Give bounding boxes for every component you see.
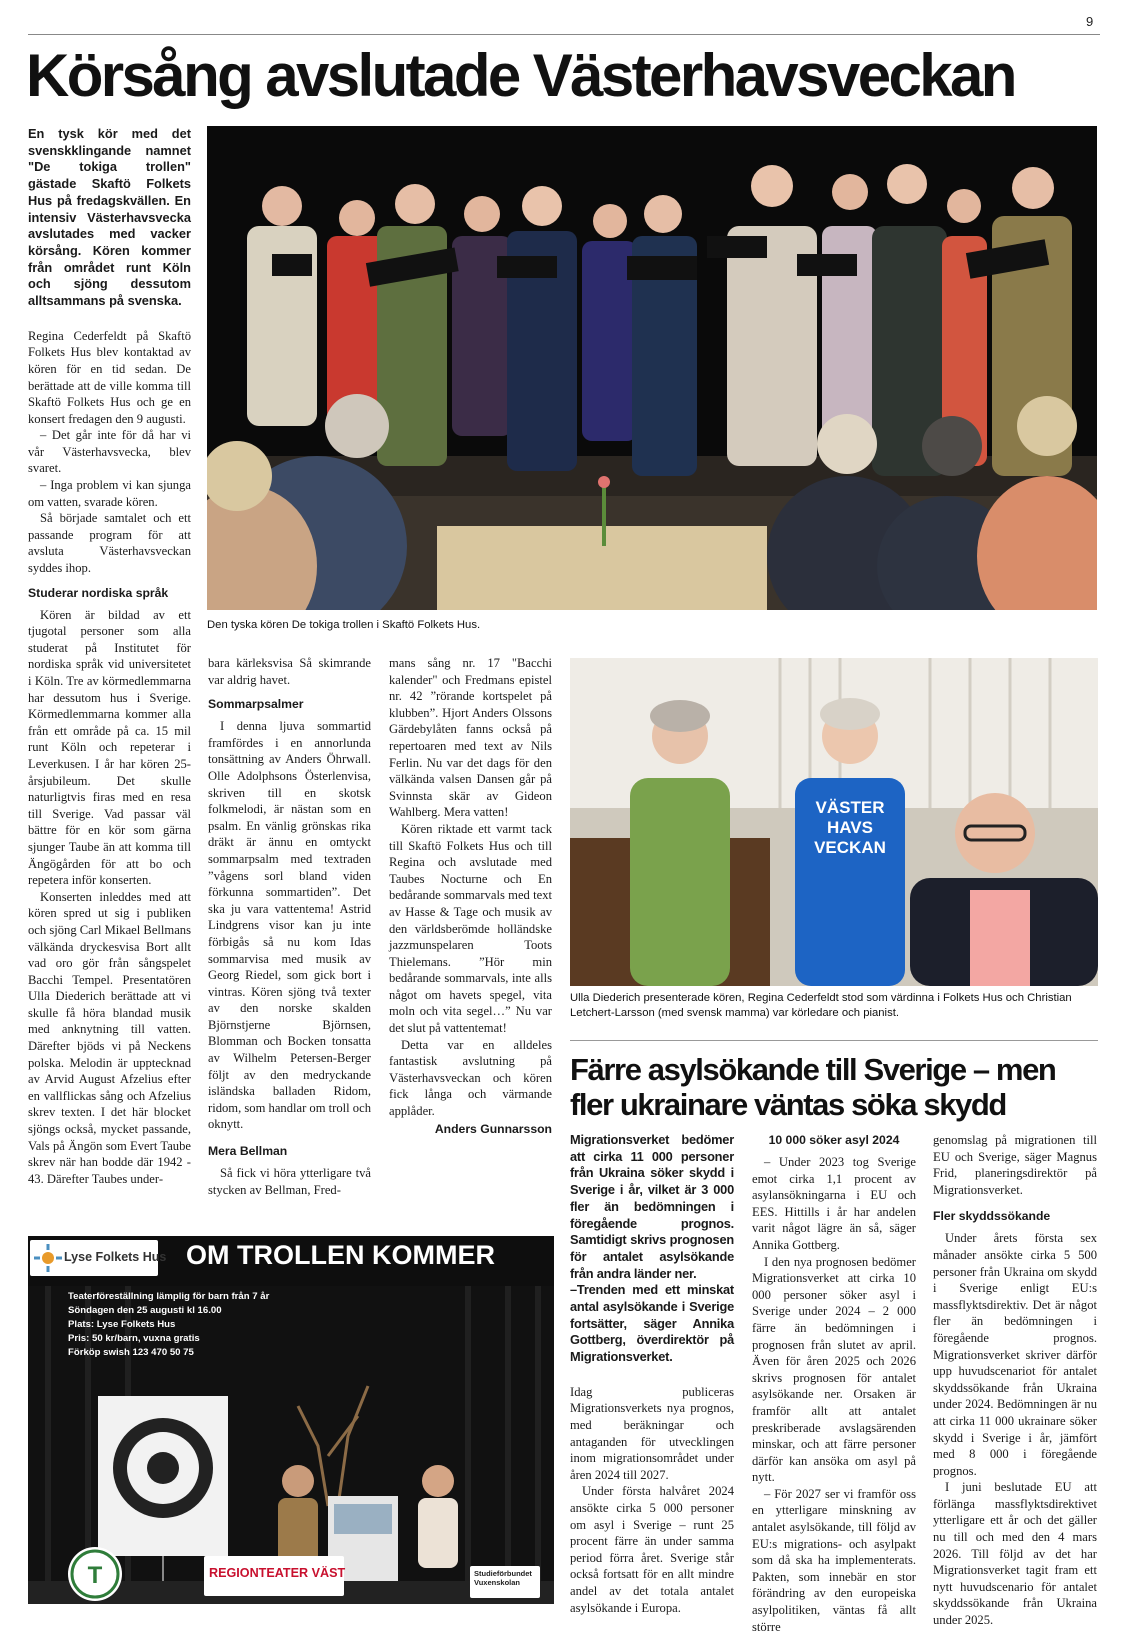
article1-col1-body <box>28 328 191 1188</box>
paragraph: – Inga problem vi kan sjunga om vatten, svarade kören. <box>28 478 191 509</box>
subheading: Sommarpsalmer <box>208 697 304 712</box>
choir-photo-caption: Den tyska kören De tokiga trollen i Skaftö Folkets Hus. <box>207 619 481 631</box>
shirt-line-1: VÄSTER <box>815 798 885 817</box>
article1-lead: En tysk kör med det svenskklingande namnet "De tokiga trollen" gästade Skaftö Folkets Hus på fredagskvällen. En intensiv Västerhavsvecka avslutades med vacker körsång. Kören kommer från området runt Köln och sjöng dessutom alltsammans på svenska. <box>28 126 191 309</box>
ad-title: OM TROLLEN KOMMER <box>186 1240 495 1270</box>
paragraph: Kören riktade ett varmt tack till Skaftö Folkets Hus och till Regina och avslutade med Taubes Nocturne och En bedårande sommarvals med text av Hasse & Tage och musik av den världsberömde holländske jazzmunspelaren Toots Thielemans. ”Hör min bedårande sommarvals, inte alls något om havets spegel, vita moln och vita segel…” Nu var det slut på vattentemat! <box>389 821 552 1036</box>
svg-text:T: T <box>87 1562 103 1589</box>
article-separator <box>570 1040 1098 1041</box>
byline: Anders Gunnarsson <box>434 1121 552 1136</box>
ad-info <box>68 1290 269 1360</box>
paragraph: I den nya prognosen bedömer Migrationsverket att cirka 10 000 personer söker asyl i Sverige under 2024 – 2 000 färre än bedömningen i prognosen från slutet av april. Även för åren 2025 och 2026 skrivs prognosen för antalet asylsökande ner. Orsaken är framför allt att antalet preskriberade avslagsärenden minskar, och att färre personer därför kan ansöka om asyl på nytt. <box>752 1254 916 1485</box>
sun-logo-icon <box>34 1244 62 1272</box>
subheading: Studerar nordiska språk <box>28 585 169 600</box>
paragraph: Regina Cederfeldt på Skaftö Folkets Hus blev kontaktad av kören för en tid sedan. De berättade att de ville komma till Skaftö Folkets Hus och ge en konsert fredagen den 9 augusti. <box>28 328 191 426</box>
vuxenskolan-text: Studieförbundet Vuxenskolan <box>474 1569 532 1587</box>
choir-photo <box>207 126 1097 610</box>
article1-column-1 <box>28 126 191 1187</box>
theatre-advertisement <box>28 1236 554 1604</box>
paragraph: mans sång nr. 17 "Bacchi kalender" och Fredmans epistel nr. 42 ”rörande kortspelet på klubben”. Hjort Anders Olssons Gärdebylåten fanns också på repertoaren med text av Nils Ferlin. Nu var det dags för den välkända valsen Dansen går på Svinnsta skär av Gideon Wahlberg. Mera vatten! <box>389 656 552 820</box>
page-number: 9 <box>1086 14 1094 29</box>
headline: Körsång avslutade Västerhavsveckan <box>26 42 1015 109</box>
paragraph: Så började samtalet och ett passande program för att avsluta Västerhavsveckan syddes ihop. <box>28 511 191 576</box>
hosts-photo-caption: Ulla Diederich presenterade kören, Regina Cederfeldt stod som värdinna i Folkets Hus och Christian Letchert-Larsson (med svensk mamma) var körledare och pianist. <box>570 992 1072 1020</box>
paragraph: Detta var en alldeles fantastisk avslutning på Västerhavsveckan och kören fick långa och värmande applåder. <box>389 1037 552 1119</box>
article2-col1-body <box>570 1384 734 1616</box>
paragraph: I denna ljuva sommartid framfördes i en annorlunda tonsättning av Anders Öhrwall. Olle Adolphsons Österlenvisa, skriven till en skotsk folkmelodi, är nästan som en psalm. En vänlig grönskas rika dräkt är ännu en omtyckt sommarpsalm med textraden ”vågens sorl bland viden förkunna sommartiden”. Det ska ju vara vattentema! Astrid Lindgrens visor kan ju inte förbigås så nu kom Idas sommarvisa med musik av Georg Riedel, som gick bort i vintras. Kören sjöng två texter av den norske skalden Björnstjerne Björnsen, Blomman och Bocken tonsatta av Wilhelm Petersen-Berger följt av den medryckande isländska balladen Ridom, ridom, som handlar om troll och oknytt. <box>208 719 371 1132</box>
paragraph: – För 2027 ser vi framför oss en ytterligare minskning av antalet asylsökande, till följd av EU:s migrations- och asylpakt som då ska ha implementerats. Pakten, som innebär en stor förändring av den europeiska asylpolitiken, väntas få allt större <box>752 1486 916 1634</box>
shirt-line-2: HAVS <box>827 818 873 837</box>
subheading: 10 000 söker asyl 2024 <box>768 1133 900 1147</box>
hosts-photo-illustration <box>570 658 1098 986</box>
article1-column-2 <box>208 655 371 1198</box>
article1-column-3 <box>389 655 552 1136</box>
paragraph: – Under 2023 tog Sverige emot cirka 1,1 procent av asylansökningarna i EU och EES. Hittills i år har andelen varit något lägre än så, säger Annika Gottberg. <box>752 1155 916 1252</box>
ad-info-line: Söndagen den 25 augusti kl 16.00 <box>68 1305 222 1316</box>
paragraph: Under årets första sex månader ansökte cirka 5 500 personer från Ukraina om skydd i Sverige enligt EU:s massflyktsdirektiv. Det är något fler än bedömningen i föregående prognos. Migrationsverket skriver därför upp huvudscenariot för antalet skyddssökande från Ukraina under 2024. Bedömningen är nu att cirka 11 000 ukrainare söker skydd i Sverige i år, jämfört med 8 000 i föregående prognos. <box>933 1231 1097 1478</box>
regionteater-logo <box>204 1556 344 1596</box>
choir-photo-illustration <box>207 126 1097 610</box>
article2-column-3 <box>933 1132 1097 1629</box>
paragraph: Konserten inleddes med att kören spred ut sig i publiken och sjöng Carl Mikael Bellmans välkända dryckesvisa Bort allt vad oro gör från sångspelet Bacchi Tempel. Presentatören Ulla Diederich berättade att vi skulle få höra blandad musik med anknytning till vatten. Därefter bjöds vi på Neckens polska. Melodin är upptecknad av Arvid August Afzelius efter en vallflickas sång och Afzelius skrev texten. I det här blocket sjöngs också, mycket passande, Vals på Ängön som Evert Taube skrev när han bodde där 1942 - 43. Därefter Taubes under- <box>28 889 191 1186</box>
paragraph: – Det går inte för då har vi vår Västerhavsvecka, blev svaret. <box>28 428 191 476</box>
regionteater-text: REGIONTEATER VÄST <box>209 1566 346 1580</box>
paragraph: I juni beslutade EU att förlänga massflyktsdirektivet ytterligare ett år och det gäller nu till och med den 4 mars 2026. Till följd av det har Migrationsverket tagit fram ett nytt huvudscenario för antalet skyddssökande från Ukraina under 2025. <box>933 1480 1097 1628</box>
paragraph: Under första halvåret 2024 ansökte cirka 5 000 personer om asyl i Sverige – runt 25 procent färre än under samma period förra året. Sverige står också fortsatt för en allt mindre andel av det totala antalet asylsökande i Europa. <box>570 1484 734 1615</box>
top-rule <box>28 34 1100 35</box>
ad-info-line: Förköp swish 123 470 50 75 <box>68 1347 194 1358</box>
subheading: Mera Bellman <box>208 1144 288 1159</box>
paragraph: Idag publiceras Migrationsverkets nya prognos, med beräkningar och antaganden för utvecklingen inom migrationsområdet under åren 2024 till 2027. <box>570 1384 734 1482</box>
hosts-photo <box>570 658 1098 986</box>
article2-lead-quote: –Trenden med ett minskat antal asylsökande i Sverige fortsätter, säger Annika Gottberg, överdirektör på Migrationsverket. <box>570 1282 734 1365</box>
paragraph: Kören är bildad av ett tjugotal personer som alla studerat på Institutet för nordiska språk vid universitetet i Köln. Tre av körmedlemmarna har dessutom hus i Sverige. Körmedlemmarna kommer alla från ett område på ca. 15 mil runt Köln och repeterar i Leverkusen. I år har kören 25-årsjubileum. Det skulle naturligtvis firas med en resa till Sverige. Vad passar väl bättre för en kör som gärna sjunger Taube än att komma till Ängögården för att bo och repetera inför konserten. <box>28 607 191 888</box>
ad-info-line: Plats: Lyse Folkets Hus <box>68 1319 176 1330</box>
article2-headline: Färre asylsökande till Sverige – men fler ukrainare väntas söka skydd <box>570 1052 1056 1122</box>
article2-column-1 <box>570 1132 734 1616</box>
paragraph: bara kärleksvisa Så skimrande var aldrig havet. <box>208 656 371 687</box>
ad-info-line: Pris: 50 kr/barn, vuxna gratis <box>68 1333 200 1344</box>
emblem-logo-icon <box>68 1547 122 1601</box>
lyse-logo <box>30 1240 167 1276</box>
ad-info-line: Teaterföreställning lämplig för barn från 7 år <box>68 1291 270 1302</box>
shirt-line-3: VECKAN <box>814 838 886 857</box>
subheading: Fler skyddssökande <box>933 1209 1051 1224</box>
lyse-logo-text: Lyse Folkets Hus <box>64 1250 167 1264</box>
article2-column-2 <box>752 1132 916 1635</box>
paragraph: Så fick vi höra ytterligare två stycken av Bellman, Fred- <box>208 1166 371 1197</box>
vuxenskolan-logo <box>470 1566 540 1598</box>
paragraph: genomslag på migrationen till EU och Sverige, säger Magnus Frid, planeringsdirektör på Migrationsverket. <box>933 1133 1097 1197</box>
article2-lead: Migrationsverket bedömer att cirka 11 000 personer från Ukraina söker skydd i Sverige i år, vilket är 3 000 fler än bedömningen i föregående prognos. Samtidigt skrivs prognosen för antalet asylsökande från andra länder ner. <box>570 1132 734 1281</box>
